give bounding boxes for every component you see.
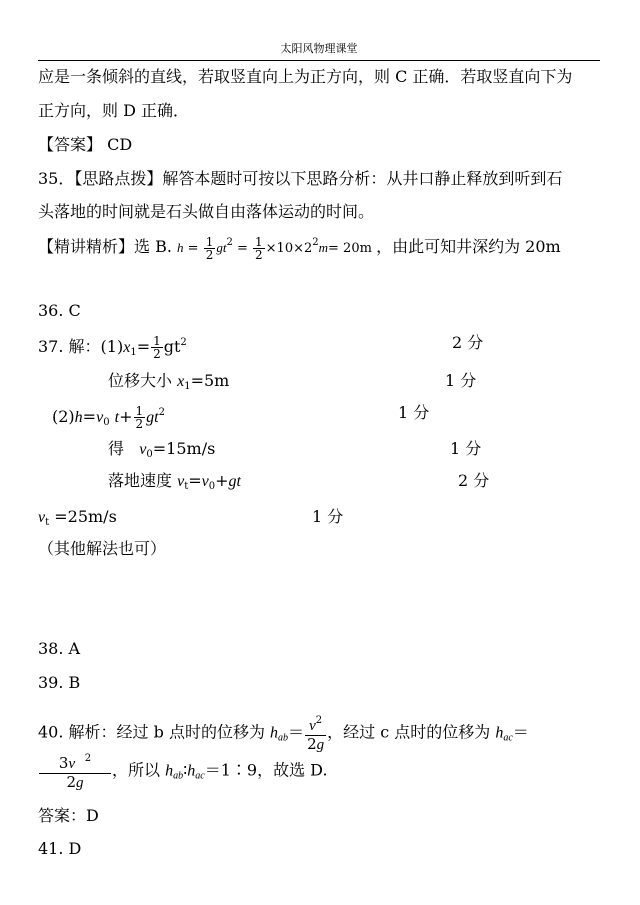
q37-step3: $(2)h=v_0$ t+ $\frac{1}{2}$ $gt^2$ — [52, 404, 165, 431]
q37-note: （其他解法也可） — [38, 539, 167, 558]
score-label: 1 分 — [450, 439, 482, 458]
q35-analysis: 【精讲精析】选 B. h = $\frac{1}{2}$ $gt^2$ = $\frac{1}{2}$ $\times 10\times 2^2m= 20m$ ，由此可知井深约为 20m — [38, 235, 561, 262]
q40-text: 40. 解析：经过 b 点时的位移为 $h_{ab}=$ $\frac{v^2}{2g}$ ，经过 c 点时的位移为 $h_{ac}=$ — [38, 712, 529, 754]
q41-answer: 41. D — [38, 839, 82, 858]
score-label: 1 分 — [312, 507, 344, 526]
header-rule — [38, 60, 600, 61]
q35-text: 头落地的时间就是石头做自由落体运动的时间。 — [38, 202, 375, 221]
text-line: 应是一条倾斜的直线，若取竖直向上为正方向，则 C 正确．若取竖直向下为 — [38, 67, 573, 86]
q35-text: 35．【思路点拨】解答本题时可按以下思路分析：从井口静止释放到听到石 — [38, 169, 563, 188]
q37-step1: 37. 解：$(1)x_1=$ $\frac{1}{2}$ $gt^2$ — [38, 334, 187, 361]
score-label: 1 分 — [445, 371, 477, 390]
q40-answer: 答案：D — [38, 806, 99, 825]
q37-step5: 落地速度 $v_t=v_0+gt$ — [108, 471, 241, 492]
q36-answer: 36. C — [38, 301, 81, 320]
q35-equation: h = $\frac{1}{2}$ $gt^2$ = $\frac{1}{2}$ $\times 10\times 2^2m= 20m$ — [177, 235, 372, 262]
text-line: 正方向，则 D 正确． — [38, 101, 190, 120]
score-label: 1 分 — [398, 403, 430, 422]
q37-step2: 位移大小 $x_1=5m$ — [108, 371, 230, 392]
q40-text: $\frac{3v ^2}{2g}$ ，所以 $h_{ab}∶h_{ac}=1∶9$，故选 D. — [38, 750, 328, 792]
running-header: 太阳风物理课堂 — [280, 42, 358, 55]
score-label: 2 分 — [452, 333, 484, 352]
q39-answer: 39. B — [38, 673, 81, 692]
answer-line: 【答案】 CD — [38, 135, 133, 154]
q37-step4: 得 $v_0=15m/s$ — [108, 439, 216, 460]
q38-answer: 38. A — [38, 639, 81, 658]
q37-step6: $v_t =25m/s$ — [38, 507, 117, 528]
score-label: 2 分 — [458, 471, 490, 490]
